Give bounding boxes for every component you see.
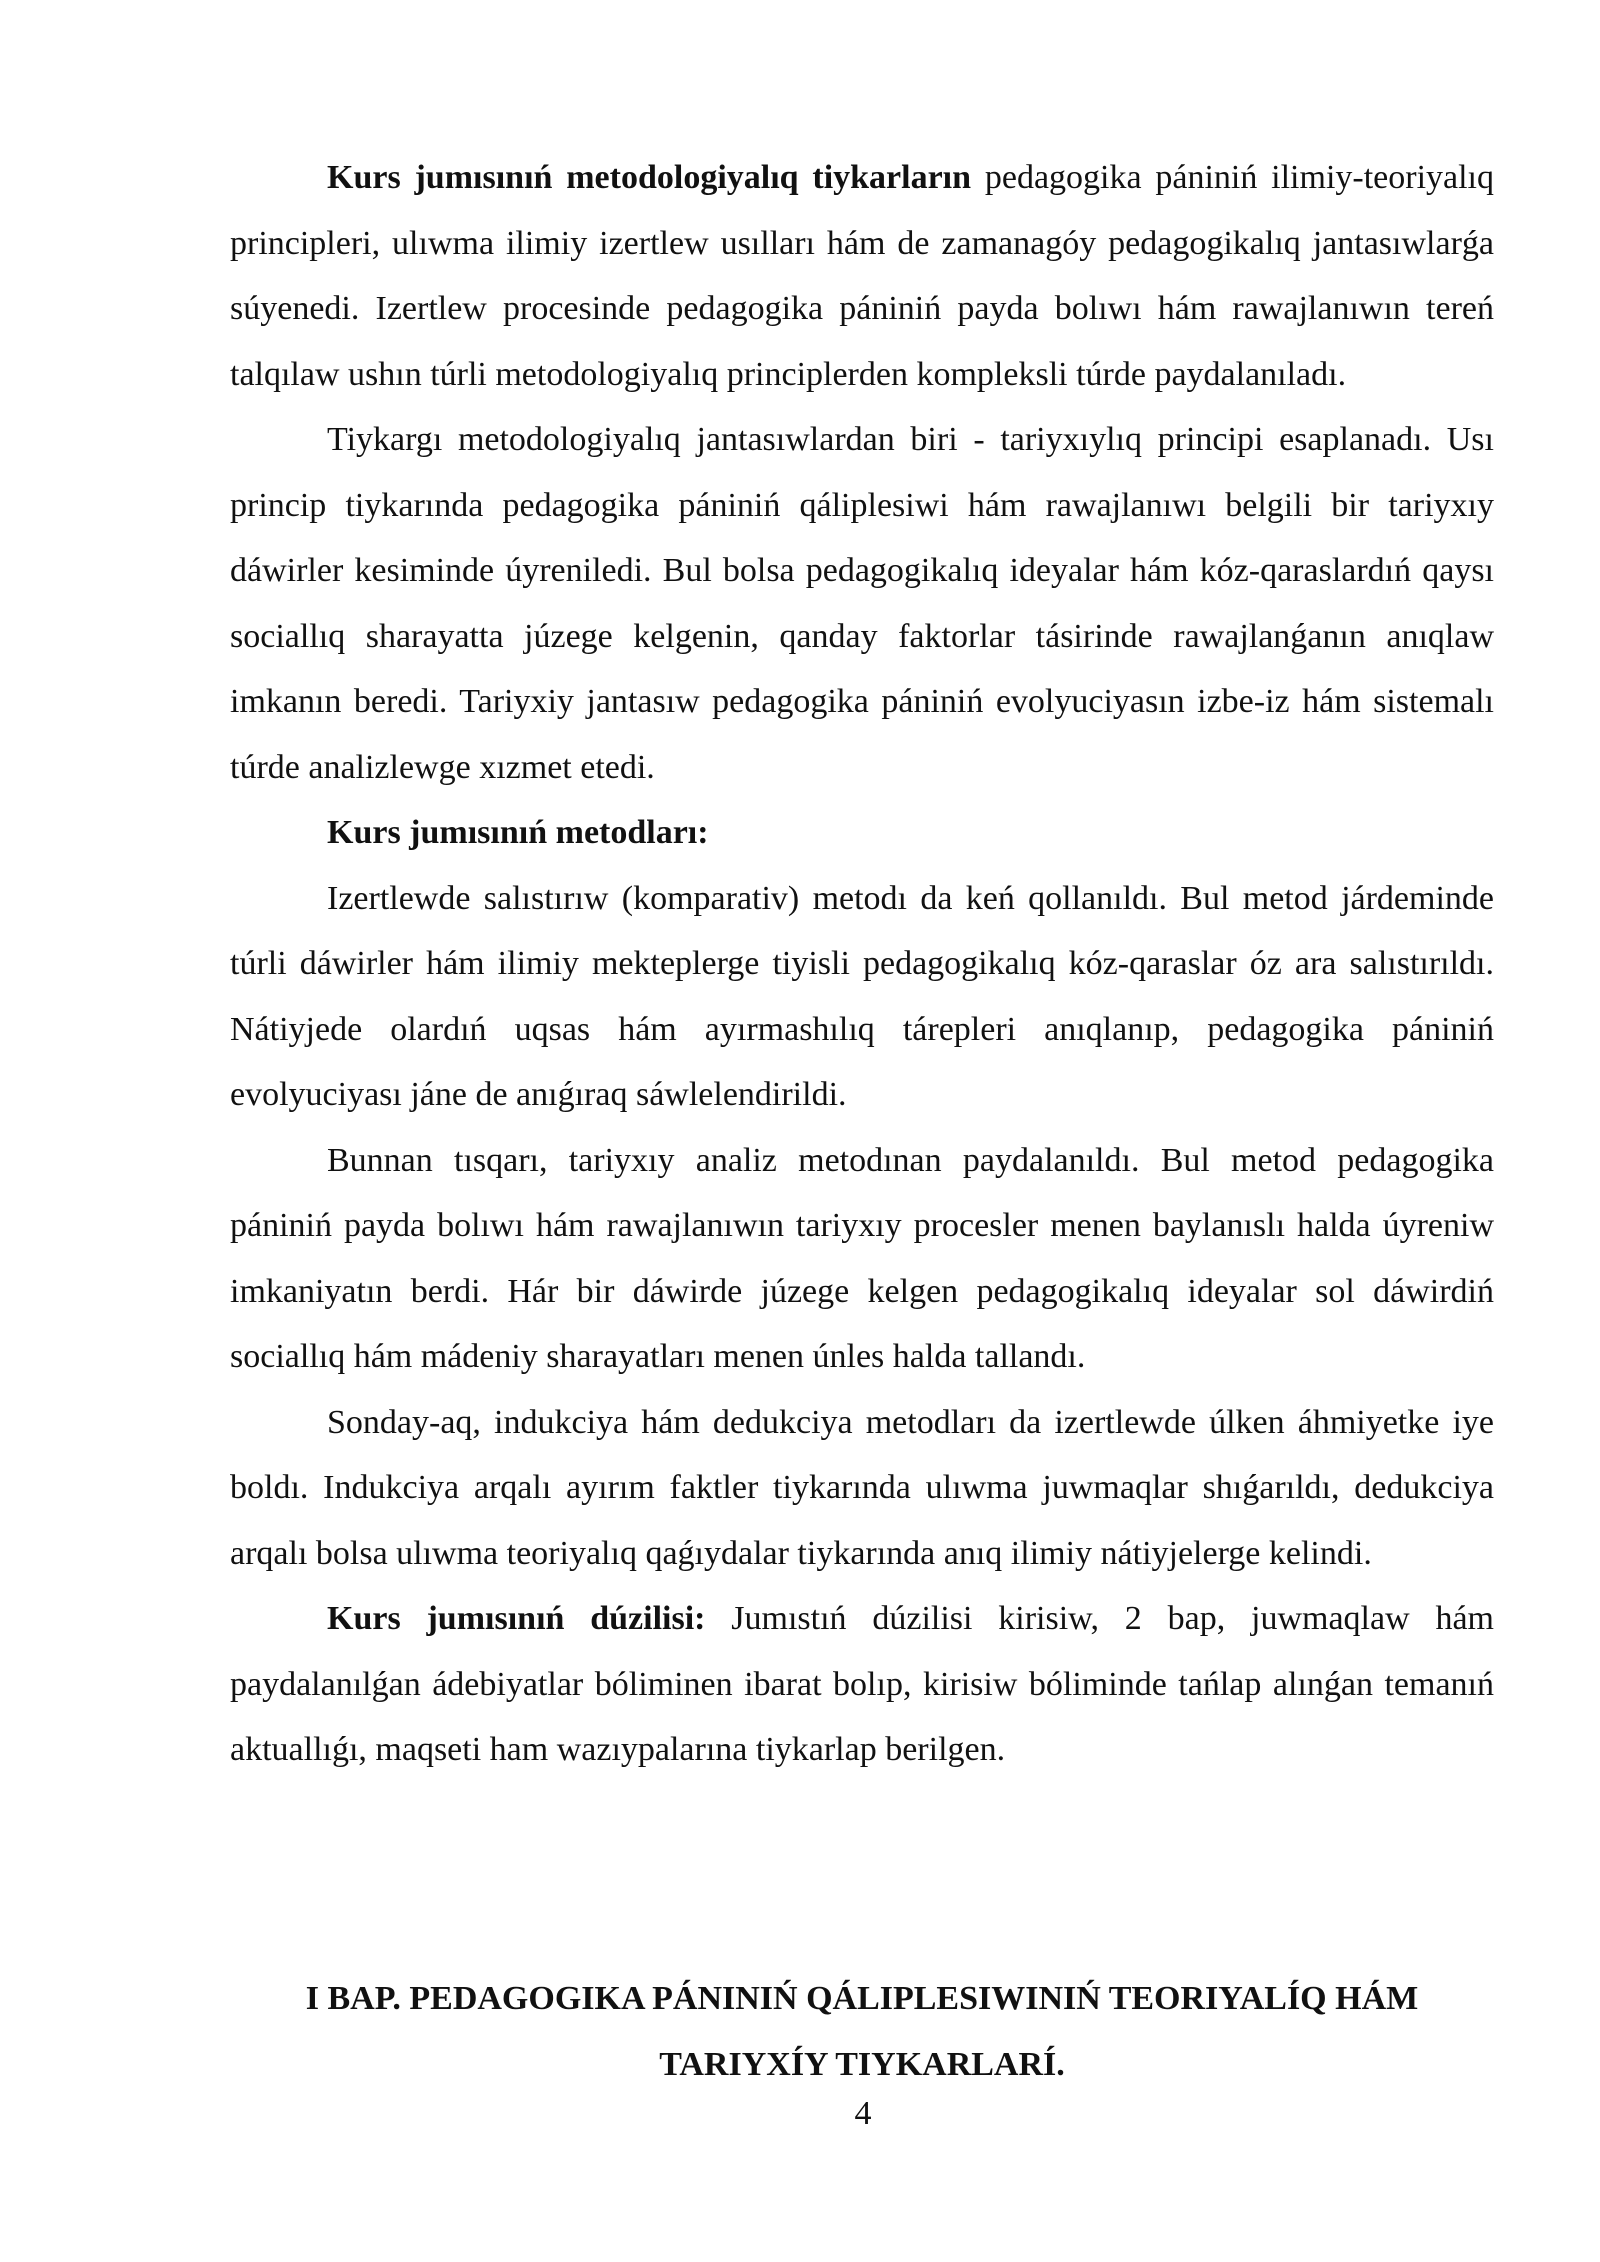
page-number: 4: [854, 2095, 872, 2132]
chapter-heading: [230, 1966, 1494, 2098]
paragraph-text: Bunnan tısqarı, tariyxıy analiz metodınan paydalanıldı. Bul metod pedagogika pániniń payda bolıwı hám rawajlanıwın tariyxıy procesler menen baylanıslı halda úyreniw imkaniyatın berdi. Hár bir dáwirde júzege kelgen pedagogikalıq ideyalar sol dáwirdiń sociallıq hám mádeniy sharayatları menen únles halda tallandı.: [230, 1141, 1494, 1375]
subheading-methods: [230, 800, 1494, 866]
paragraph-historical-analysis: [230, 1128, 1494, 1390]
paragraph-structure: [230, 1586, 1494, 1783]
term-structure: Kurs jumısınıń dúzilisi:: [327, 1600, 706, 1637]
paragraph-historical-principle: [230, 407, 1494, 800]
chapter-heading-line1: I BAP. PEDAGOGIKA PÁNINIŃ QÁLIPLESIWINIŃ TEORIYALÍQ HÁM: [305, 1980, 1419, 2017]
paragraph-comparative-method: [230, 866, 1494, 1128]
document-body: [230, 145, 1494, 1783]
paragraph-induction-deduction: [230, 1390, 1494, 1587]
paragraph-text: pedagogika pániniń ilimiy-teoriyalıq principleri, ulıwma ilimiy izertlew usılları hám de zamanagóy pedagogikalıq jantasıwlarǵa súyenedi. Izertlew procesinde pedagogika pániniń payda bolıwı hám rawajlanıwın tereń talqılaw ushın túrli metodologiyalıq principlerden kompleksli túrde paydalanıladı.: [230, 159, 1495, 393]
paragraph-text: Tiykargı metodologiyalıq jantasıwlardan biri - tariyxıylıq principi esaplanadı. Usı princip tiykarında pedagogika pániniń qáliplesiwi hám rawajlanıwı belgili bir tariyxıy dáwirler kesiminde úyreniledi. Bul bolsa pedagogikalıq ideyalar hám kóz-qaraslardıń qaysı sociallıq sharayatta júzege kelgenin, qanday faktorlar tásirinde rawajlanǵanın anıqlaw imkanın beredi. Tariyxiy jantasıw pedagogika pániniń evolyuciyasın izbe-iz hám sistemalı túrde analizlewge xızmet etedi.: [230, 421, 1494, 786]
term-methods: Kurs jumısınıń metodları:: [327, 814, 709, 851]
paragraph-text: Jumıstıń dúzilisi kirisiw, 2 bap, juwmaqlaw hám paydalanılǵan ádebiyatlar bóliminen ibarat bolıp, kirisiw bóliminde tańlap alınǵan temanıń aktuallıǵı, maqseti ham wazıypalarına tiykarlap berilgen.: [230, 1600, 1494, 1768]
term-methodological-basis: Kurs jumısınıń metodologiyalıq tiykarların: [327, 159, 972, 196]
paragraph-text: Sonday-aq, indukciya hám dedukciya metodları da izertlewde úlken áhmiyetke iye boldı. Indukciya arqalı ayırım faktler tiykarında ulıwma juwmaqlar shıǵarıldı, dedukciya arqalı bolsa ulıwma teoriyalıq qaǵıydalar tiykarında anıq ilimiy nátiyjelerge kelindi.: [230, 1403, 1494, 1572]
paragraph-methodological-basis: [230, 145, 1494, 407]
paragraph-text: Izertlewde salıstırıw (komparativ) metodı da keń qollanıldı. Bul metod járdeminde túrli dáwirler hám ilimiy mekteplerge tiyisli pedagogikalıq kóz-qaraslar óz ara salıstırıldı. Nátiyjede olardıń uqsas hám ayırmashılıq tárepleri anıqlanıp, pedagogika pániniń evolyuciyası jáne de anıǵıraq sáwlelendirildi.: [230, 879, 1494, 1113]
chapter-heading-line2: TARIYXÍY TIYKARLARÍ.: [659, 2046, 1065, 2083]
